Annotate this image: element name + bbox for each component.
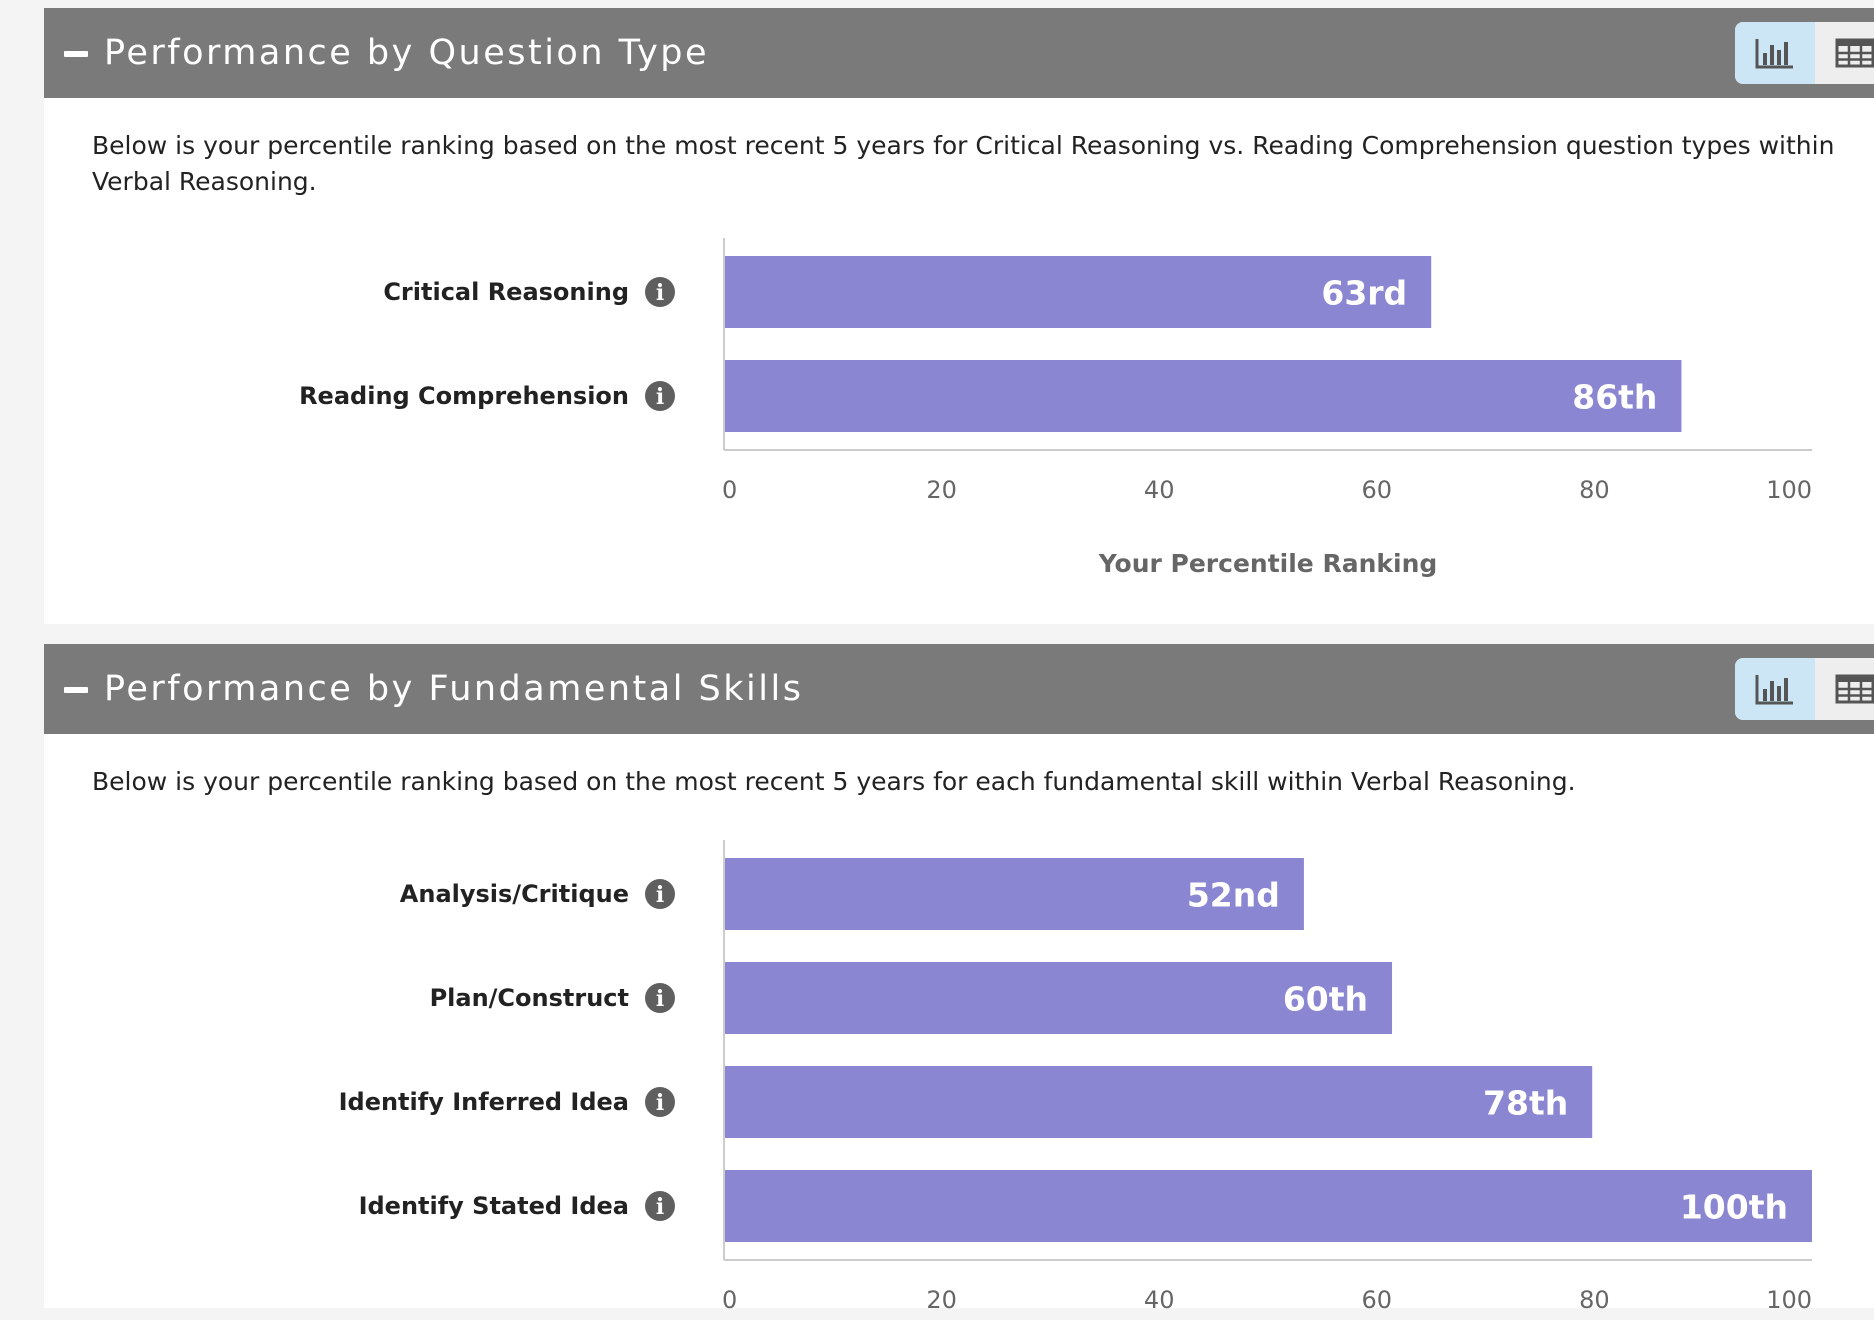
table-view-button[interactable] — [1815, 22, 1874, 84]
panel-description: Below is your percentile ranking based on the most recent 5 years for each fundamental skill within Verbal Reasoning. — [92, 767, 1576, 796]
bar-value-label: 63rd — [1321, 273, 1408, 313]
info-icon[interactable] — [645, 879, 675, 909]
chart-view-button[interactable] — [1735, 22, 1815, 84]
bar[interactable] — [725, 1066, 1592, 1138]
question-type-chart — [44, 238, 1874, 598]
table-view-button[interactable] — [1815, 658, 1874, 720]
svg-text:i: i — [655, 384, 665, 410]
fundamental-skills-chart — [44, 840, 1874, 1320]
svg-text:i: i — [655, 1194, 665, 1220]
category-label: Identify Inferred Idea — [338, 1088, 629, 1116]
info-icon[interactable] — [645, 277, 675, 307]
category-label: Critical Reasoning — [383, 278, 629, 306]
table-grid-icon — [1834, 672, 1874, 706]
info-icon[interactable] — [645, 1191, 675, 1221]
view-toggle — [1735, 658, 1874, 720]
panel-description: Below is your percentile ranking based on the most recent 5 years for Critical Reasoning vs. Reading Comprehension question types within Verbal Reasoning. — [92, 131, 1835, 196]
bar[interactable] — [725, 360, 1681, 432]
bar-value-label: 78th — [1483, 1083, 1569, 1123]
table-grid-icon — [1834, 36, 1874, 70]
x-tick-label: 100 — [1766, 1286, 1812, 1314]
category-label: Reading Comprehension — [299, 382, 629, 410]
bar-value-label: 52nd — [1186, 875, 1280, 915]
panel-header — [44, 644, 1874, 734]
bar-value-label: 60th — [1282, 979, 1369, 1019]
x-tick-label: 20 — [926, 476, 957, 504]
svg-text:i: i — [655, 280, 665, 306]
x-tick-label: 60 — [1361, 1286, 1393, 1314]
x-tick-label: 0 — [722, 476, 738, 504]
question-type-panel — [44, 8, 1874, 624]
bar-value-label: 86th — [1572, 377, 1658, 417]
bar[interactable] — [725, 1170, 1812, 1242]
category-label: Identify Stated Idea — [358, 1192, 629, 1220]
x-tick-label: 20 — [926, 1286, 957, 1314]
x-tick-label: 60 — [1361, 476, 1393, 504]
bar-chart-icon — [1754, 672, 1796, 706]
x-tick-label: 100 — [1766, 476, 1812, 504]
x-tick-label: 40 — [1143, 476, 1175, 504]
svg-text:i: i — [655, 882, 665, 908]
info-icon[interactable] — [645, 1087, 675, 1117]
collapse-icon[interactable] — [64, 687, 88, 693]
category-label: Plan/Construct — [429, 984, 629, 1012]
info-icon[interactable] — [645, 983, 675, 1013]
svg-text:i: i — [655, 1090, 665, 1116]
category-label: Analysis/Critique — [399, 880, 629, 908]
panel-title: Performance by Fundamental Skills — [104, 669, 804, 709]
svg-text:i: i — [655, 986, 665, 1012]
bar-value-label: 100th — [1679, 1187, 1788, 1227]
chart-view-button[interactable] — [1735, 658, 1815, 720]
x-tick-label: 80 — [1579, 1286, 1610, 1314]
panel-title: Performance by Question Type — [104, 33, 710, 73]
x-tick-label: 40 — [1143, 1286, 1175, 1314]
bar-chart-icon — [1754, 36, 1796, 70]
info-icon[interactable] — [645, 381, 675, 411]
x-tick-label: 0 — [722, 1286, 738, 1314]
panel-header — [44, 8, 1874, 98]
x-axis-title: Your Percentile Ranking — [1098, 549, 1438, 578]
collapse-icon[interactable] — [64, 51, 88, 57]
fundamental-skills-panel — [44, 644, 1874, 1314]
x-tick-label: 80 — [1579, 476, 1610, 504]
view-toggle — [1735, 22, 1874, 84]
